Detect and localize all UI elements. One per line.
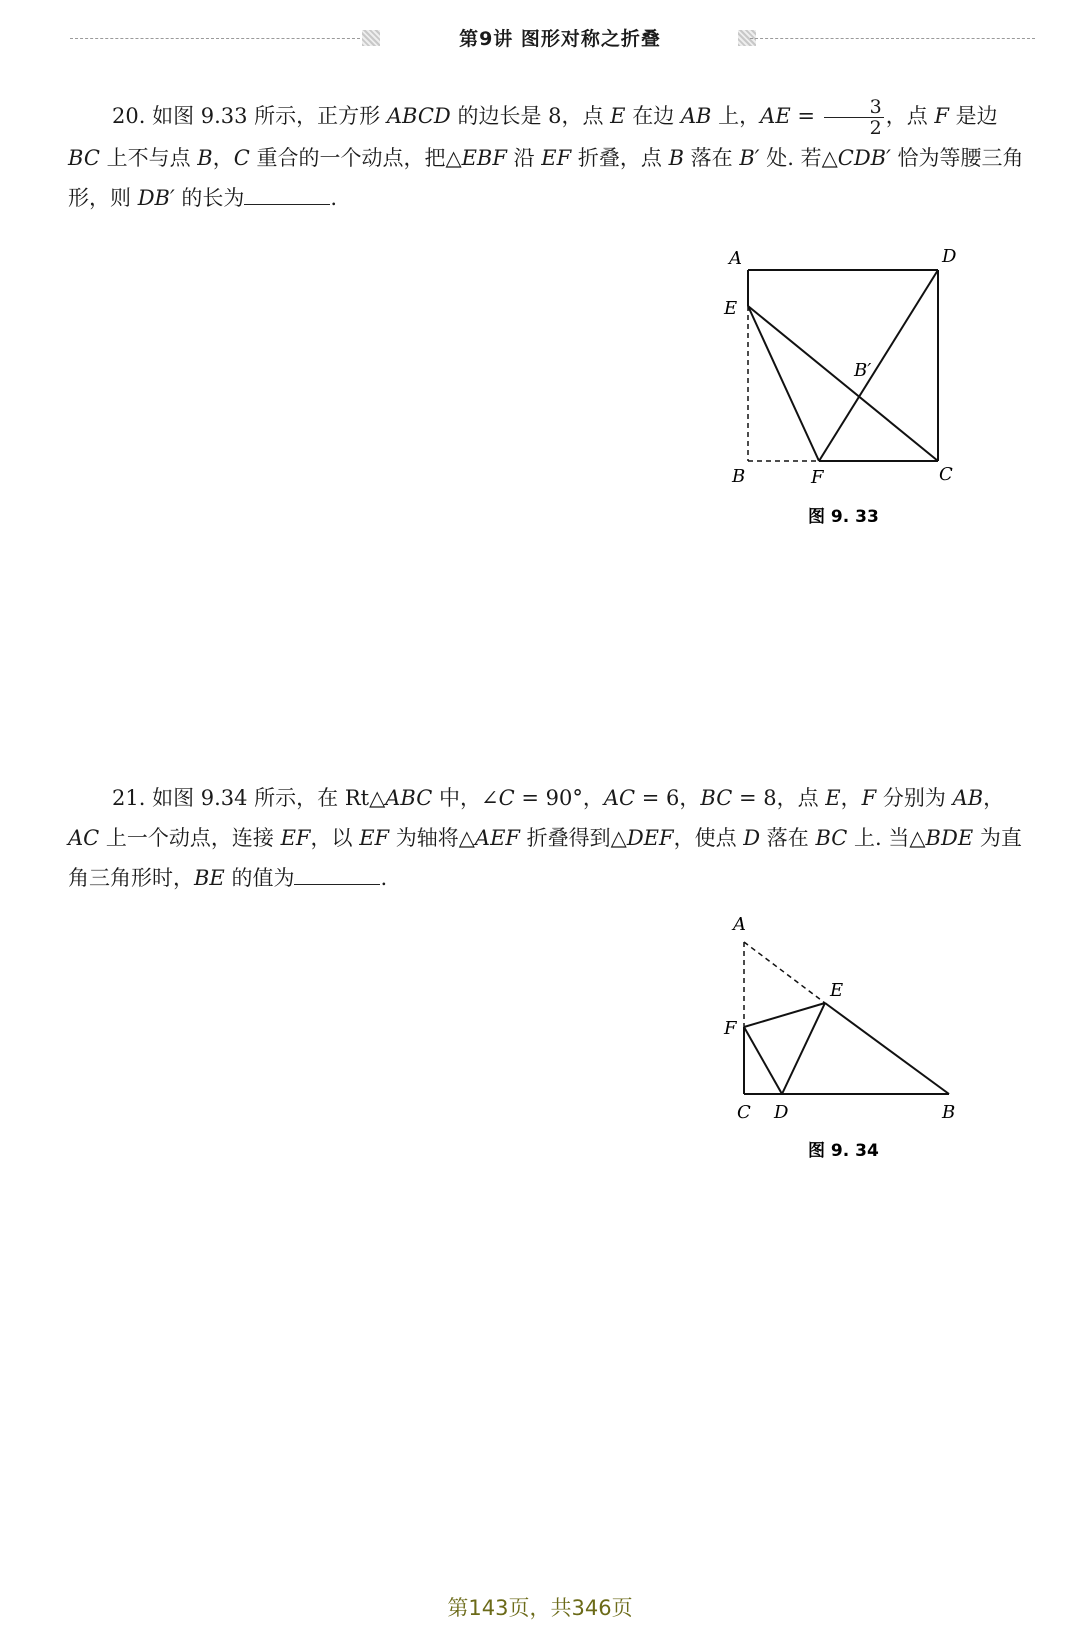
label-c: C xyxy=(939,464,953,485)
segment-ec xyxy=(748,306,938,461)
label-d: D xyxy=(774,1102,789,1123)
header-rule-right xyxy=(750,38,1035,39)
label-f: F xyxy=(724,1018,737,1039)
segment-fd xyxy=(819,270,938,461)
page-header xyxy=(70,22,1035,52)
label-b-prime: B′ xyxy=(854,360,872,381)
label-c: C xyxy=(737,1102,751,1123)
header-rule-left xyxy=(70,38,360,39)
segment-ae-dashed xyxy=(744,942,825,1003)
label-e: E xyxy=(830,980,844,1001)
label-e: E xyxy=(724,298,738,319)
problem-20-text: 20. 如图 9.33 所示，正方形 ABCD 的边长是 8，点 E 在边 AB 上，AE = $\frac{3}{2}$ ，点 F 是边 BC 上不与点 B，C 重合的一个动点，把△EBF 沿 EF 折叠，点 B 落在 B′ 处. 若△CDB′ 恰为等腰三角形，则 DB′ 的长为 . xyxy=(68,96,1024,210)
problem-21 xyxy=(68,778,1033,898)
problem-20 xyxy=(68,96,1033,218)
figure-9-33-caption: 图 9. 33 xyxy=(808,507,879,527)
label-a: A xyxy=(729,248,742,269)
segment-eb xyxy=(825,1003,949,1094)
header-ornament-left xyxy=(362,30,380,46)
label-f: F xyxy=(811,467,824,488)
chapter-title: 第9讲 图形对称之折叠 xyxy=(459,28,661,50)
fraction-3-2: $\frac{3}{2}$ xyxy=(824,97,884,138)
label-b: B xyxy=(732,466,746,487)
label-d: D xyxy=(942,246,957,267)
segment-fd xyxy=(744,1027,782,1094)
figure-9-33 xyxy=(715,240,975,540)
segment-ef xyxy=(748,306,819,461)
figure-9-34 xyxy=(715,908,975,1168)
label-a: A xyxy=(733,914,746,935)
page-counter: 第143页，共346页 xyxy=(447,1596,633,1620)
answer-blank-21[interactable] xyxy=(294,862,380,885)
problem-21-text: 21. 如图 9.34 所示，在 Rt△ABC 中，∠C = 90°，AC = 6，BC = 8，点 E，F 分别为 AB，AC 上一个动点，连接 EF，以 EF 为轴将△AEF 折叠得到△DEF，使点 D 落在 BC 上. 当△BDE 为直角三角形时，BE 的值为 . xyxy=(68,786,1022,890)
figure-9-34-caption: 图 9. 34 xyxy=(808,1141,879,1161)
segment-fe xyxy=(744,1003,825,1027)
label-b: B xyxy=(942,1102,956,1123)
answer-blank-20[interactable] xyxy=(244,182,330,205)
segment-de xyxy=(782,1003,825,1094)
